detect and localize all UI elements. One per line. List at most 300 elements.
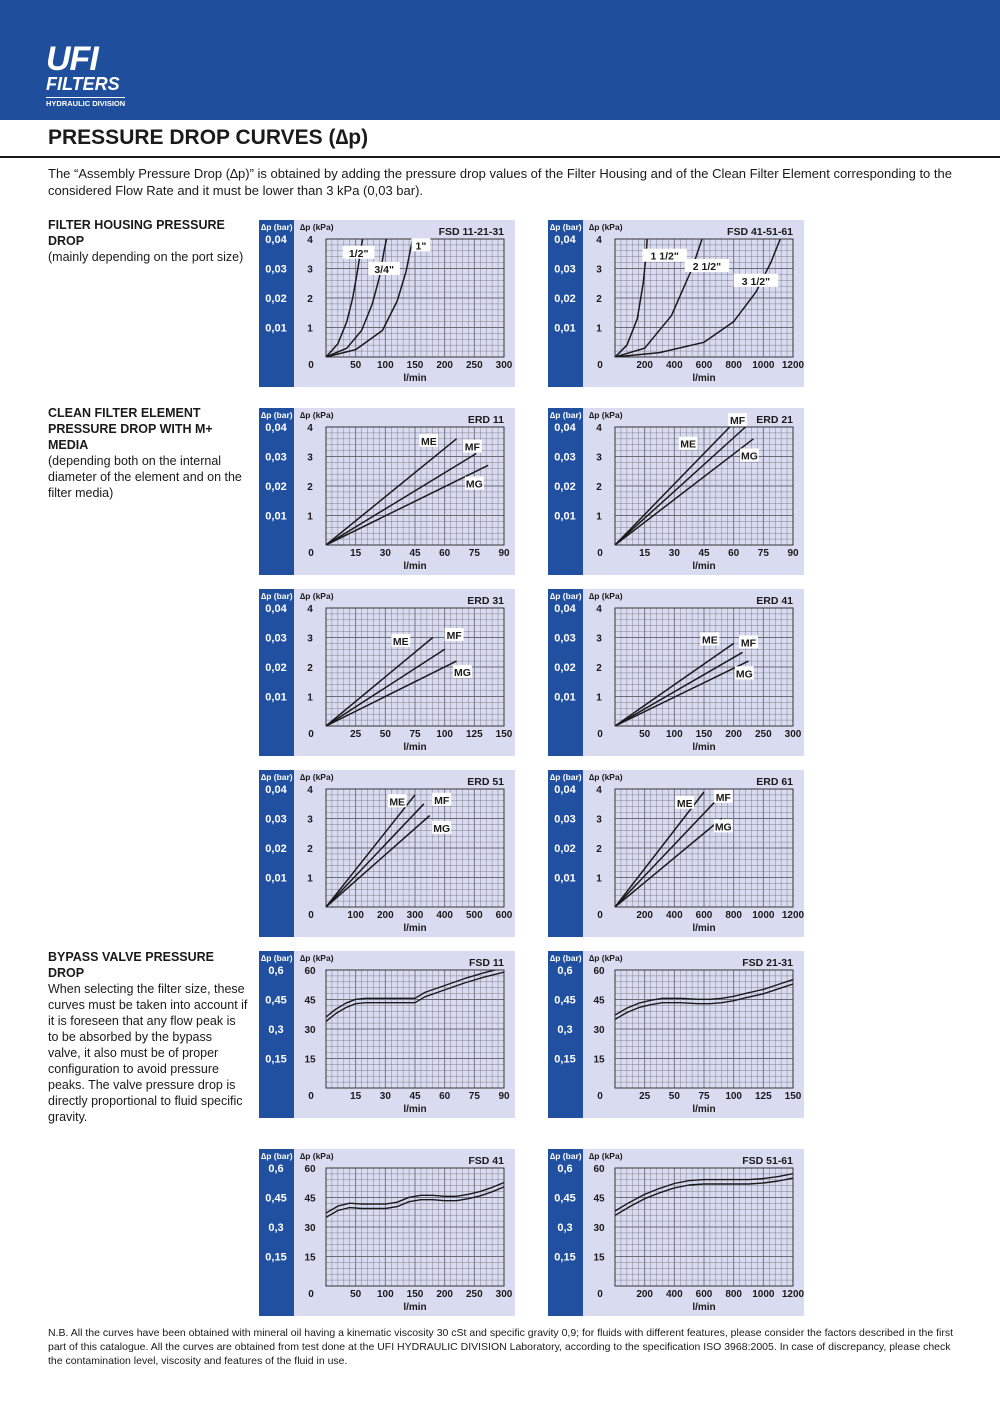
x-tick-label: 50: [350, 1289, 362, 1300]
series-label: MF: [464, 441, 480, 454]
y-tick-label-kpa: 30: [593, 1025, 605, 1036]
header-banner: [0, 0, 1000, 120]
bar-axis-label: ∆p (bar): [261, 410, 293, 420]
y-tick-label-bar: 0,45: [265, 1192, 287, 1205]
y-tick-label-kpa: 45: [593, 1193, 605, 1205]
x-tick-label: 200: [636, 910, 654, 921]
x-axis-label: l/min: [692, 742, 716, 753]
x-tick-label: 300: [406, 910, 424, 921]
y-tick-label-kpa: 4: [596, 604, 602, 615]
chart-fsd-41-51-61: [548, 220, 804, 387]
y-tick-label-kpa: 30: [304, 1223, 316, 1234]
chart-title: ERD 51: [467, 776, 504, 788]
bar-axis-label: ∆p (bar): [261, 222, 293, 232]
kpa-axis-label: ∆p (kPa): [300, 591, 334, 601]
x-tick-label: 150: [495, 729, 513, 740]
x-tick-label: 1000: [752, 910, 775, 921]
chart-svg: [259, 770, 515, 937]
chart-svg: [259, 1149, 515, 1316]
y-tick-label-kpa: 60: [593, 966, 605, 977]
x-tick-label: 50: [668, 1091, 680, 1102]
x-tick-label: 1000: [752, 1289, 775, 1300]
series-label: MG: [465, 478, 483, 491]
bar-axis-label: ∆p (bar): [550, 772, 582, 782]
x-tick-label: 125: [465, 729, 483, 740]
x-axis-label: l/min: [692, 373, 716, 384]
section-element: [48, 405, 248, 501]
y-tick-label-bar: 0,04: [265, 603, 287, 615]
chart-fsd-11: [259, 951, 515, 1118]
x-tick-label: 200: [436, 1289, 454, 1300]
x-tick-label: 600: [495, 910, 513, 921]
bar-axis-label: ∆p (bar): [550, 591, 582, 601]
y-tick-label-bar: 0,15: [554, 1053, 576, 1066]
y-tick-label-bar: 0,6: [557, 965, 573, 977]
bar-axis-label: ∆p (bar): [550, 953, 582, 963]
y-tick-label-kpa: 45: [304, 1193, 316, 1205]
x-tick-label: 75: [468, 548, 480, 559]
section-description: (mainly depending on the port size): [48, 250, 244, 264]
x-tick-label: 200: [636, 1289, 654, 1300]
x-tick-label: 30: [379, 1091, 391, 1102]
y-tick-label-kpa: 60: [304, 1164, 316, 1175]
y-tick-label-bar: 0,45: [554, 994, 576, 1007]
x-axis-label: l/min: [403, 561, 427, 572]
x-tick-label: 45: [409, 1091, 421, 1102]
y-tick-label-kpa: 4: [307, 423, 313, 434]
x-tick-label: 800: [725, 910, 743, 921]
series-label: MG: [714, 821, 732, 834]
y-tick-label-kpa: 1: [596, 873, 602, 885]
series-label: 1/2": [348, 247, 369, 260]
y-tick-label-bar: 0,3: [268, 1222, 284, 1234]
x-tick-label: 150: [406, 360, 424, 371]
y-tick-label-bar: 0,02: [554, 293, 576, 305]
x-tick-label: 0: [308, 1289, 314, 1300]
section-housing: [48, 217, 248, 265]
chart-svg: [548, 408, 804, 575]
x-tick-label: 25: [350, 729, 362, 740]
x-tick-label: 600: [695, 910, 713, 921]
series-label: 3 1/2": [741, 275, 771, 288]
series-label: ME: [420, 435, 437, 448]
series-label: 1 1/2": [650, 250, 679, 263]
x-tick-label: 50: [379, 729, 391, 740]
x-tick-label: 60: [439, 548, 451, 559]
y-tick-label-bar: 0,01: [554, 872, 576, 885]
x-tick-label: 90: [498, 1091, 510, 1102]
y-tick-label-kpa: 1: [596, 511, 602, 523]
series-label: 1": [415, 240, 427, 253]
y-tick-label-kpa: 45: [593, 995, 605, 1007]
chart-fsd-11-21-31: [259, 220, 515, 387]
x-tick-label: 400: [665, 1289, 683, 1300]
series-label: ME: [392, 635, 409, 648]
kpa-axis-label: ∆p (kPa): [589, 222, 623, 232]
x-tick-label: 300: [495, 360, 513, 371]
y-tick-label-bar: 0,45: [554, 1192, 576, 1205]
x-axis-label: l/min: [403, 1104, 427, 1115]
y-tick-label-bar: 0,04: [265, 784, 287, 796]
x-tick-label: 150: [784, 1091, 802, 1102]
grid: [615, 789, 793, 907]
chart-title: FSD 41-51-61: [727, 226, 793, 238]
x-tick-label: 75: [468, 1091, 480, 1102]
page-title: PRESSURE DROP CURVES (∆p): [48, 126, 369, 149]
x-tick-label: 250: [465, 1289, 483, 1300]
grid: [615, 239, 793, 357]
bar-axis-label: ∆p (bar): [261, 591, 293, 601]
x-axis-label: l/min: [403, 923, 427, 934]
section-description: When selecting the filter size, these curves must be taken into account if it is foreseen that any flow peak is to be absorbed by the bypass valve, it also must be of proper configuration to avoid pressure peaks. The valve pressure drop is directly proportional to fluid specific gravity.: [48, 982, 248, 1124]
chart-svg: [548, 589, 804, 756]
y-tick-label-kpa: 2: [596, 294, 602, 305]
grid: [326, 1168, 504, 1286]
x-tick-label: 50: [639, 729, 651, 740]
series-label: 2 1/2": [692, 261, 722, 274]
series-label: MG: [735, 668, 753, 681]
chart-svg: [259, 220, 515, 387]
y-tick-label-bar: 0,01: [265, 691, 287, 704]
x-tick-label: 0: [308, 360, 314, 371]
y-tick-label-bar: 0,03: [554, 632, 576, 645]
y-tick-label-kpa: 3: [307, 633, 313, 645]
y-tick-label-kpa: 60: [304, 966, 316, 977]
x-tick-label: 100: [376, 1289, 394, 1300]
bar-axis-label: ∆p (bar): [550, 1151, 582, 1161]
x-tick-label: 45: [698, 548, 710, 559]
x-tick-label: 1200: [781, 910, 804, 921]
series-label: ME: [680, 438, 697, 451]
y-tick-label-kpa: 4: [596, 423, 602, 434]
y-tick-label-kpa: 15: [593, 1252, 605, 1264]
series-label: MG: [454, 666, 471, 679]
y-tick-label-bar: 0,01: [554, 510, 576, 523]
grid: [326, 789, 504, 907]
x-tick-label: 30: [379, 548, 391, 559]
chart-title: ERD 41: [756, 595, 793, 607]
y-tick-label-kpa: 3: [307, 814, 313, 826]
y-tick-label-bar: 0,02: [554, 843, 576, 855]
chart-title: FSD 41: [468, 1155, 504, 1167]
x-tick-label: 90: [498, 548, 510, 559]
footnote: N.B. All the curves have been obtained with mineral oil having a kinematic viscosity 30 cSt and specific gravity 0,9; for fluids with different features, please consider the factors described in the first part of this catalogue. All the curves are obtained from test done at the UFI HYDRAULIC DIVISION Laboratory, according to the specification ISO 3968:2005. In case of discrepancy, please check the contamination level, viscosity and features of the fluid in use.: [48, 1327, 954, 1367]
kpa-axis-label: ∆p (kPa): [300, 222, 334, 232]
series-label: ME: [676, 797, 693, 810]
chart-svg: [548, 770, 804, 937]
chart-svg: [259, 589, 515, 756]
chart-fsd-51-61: [548, 1149, 804, 1316]
x-tick-label: 400: [665, 910, 683, 921]
kpa-axis-label: ∆p (kPa): [589, 953, 623, 963]
y-tick-label-kpa: 60: [593, 1164, 605, 1175]
x-tick-label: 0: [308, 1091, 314, 1102]
y-tick-label-bar: 0,6: [268, 1163, 284, 1175]
y-tick-label-kpa: 15: [304, 1252, 316, 1264]
x-tick-label: 1200: [781, 1289, 804, 1300]
y-tick-label-bar: 0,02: [265, 293, 287, 305]
x-axis-label: l/min: [692, 561, 716, 572]
kpa-axis-label: ∆p (kPa): [589, 410, 623, 420]
y-tick-label-bar: 0,15: [554, 1251, 576, 1264]
y-tick-label-kpa: 1: [307, 873, 313, 885]
chart-erd-41: [548, 589, 804, 756]
bar-axis-label: ∆p (bar): [550, 222, 582, 232]
chart-erd-31: [259, 589, 515, 756]
bar-axis-label: ∆p (bar): [261, 1151, 293, 1161]
chart-title: FSD 11-21-31: [438, 226, 504, 238]
series-label: MG: [741, 450, 758, 463]
chart-title: ERD 11: [467, 414, 504, 426]
x-tick-label: 60: [439, 1091, 451, 1102]
x-tick-label: 1200: [781, 360, 804, 371]
y-tick-label-kpa: 2: [596, 663, 602, 674]
y-tick-label-kpa: 2: [307, 844, 313, 855]
series-label: MF: [740, 637, 757, 650]
section-description: (depending both on the internal diameter of the element and on the filter media): [48, 454, 242, 500]
y-tick-label-kpa: 30: [593, 1223, 605, 1234]
x-tick-label: 300: [495, 1289, 513, 1300]
logo-main-text: UFI: [46, 40, 98, 78]
y-tick-label-kpa: 15: [304, 1054, 316, 1066]
x-tick-label: 75: [757, 548, 769, 559]
x-tick-label: 0: [597, 548, 603, 559]
y-tick-label-bar: 0,3: [268, 1024, 284, 1036]
y-tick-label-bar: 0,04: [554, 234, 576, 246]
logo-division-text: HYDRAULIC DIVISION: [46, 99, 126, 108]
x-axis-label: l/min: [403, 1302, 427, 1313]
x-tick-label: 50: [350, 360, 362, 371]
y-tick-label-bar: 0,03: [265, 632, 287, 645]
grid: [615, 427, 793, 545]
series-label: ME: [702, 634, 718, 647]
x-tick-label: 400: [436, 910, 454, 921]
x-axis-label: l/min: [403, 373, 427, 384]
y-tick-label-bar: 0,04: [554, 603, 576, 615]
y-tick-label-kpa: 3: [307, 452, 313, 464]
x-axis-label: l/min: [692, 923, 716, 934]
y-tick-label-kpa: 4: [307, 604, 313, 615]
x-tick-label: 125: [754, 1091, 772, 1102]
y-tick-label-bar: 0,15: [265, 1251, 287, 1264]
x-tick-label: 500: [465, 910, 483, 921]
series-label: MF: [434, 794, 450, 807]
chart-title: FSD 51-61: [742, 1155, 793, 1167]
x-tick-label: 15: [350, 548, 362, 559]
x-tick-label: 30: [668, 548, 680, 559]
x-tick-label: 200: [725, 729, 743, 740]
y-tick-label-bar: 0,04: [554, 784, 576, 796]
series-label: 3/4": [374, 263, 394, 276]
x-tick-label: 0: [308, 548, 314, 559]
section-heading: FILTER HOUSING PRESSURE DROP: [48, 218, 225, 248]
ufi-filters-logo: [46, 42, 132, 112]
series-label: ME: [389, 796, 406, 809]
y-tick-label-kpa: 3: [596, 814, 602, 826]
y-tick-label-kpa: 4: [596, 785, 602, 796]
chart-fsd-41: [259, 1149, 515, 1316]
y-tick-label-bar: 0,01: [554, 691, 576, 704]
x-tick-label: 0: [597, 729, 603, 740]
x-tick-label: 250: [754, 729, 772, 740]
y-tick-label-bar: 0,02: [554, 662, 576, 674]
x-tick-label: 75: [409, 729, 421, 740]
y-tick-label-bar: 0,6: [268, 965, 284, 977]
chart-title: FSD 11: [468, 957, 504, 969]
y-tick-label-kpa: 1: [307, 323, 313, 335]
y-tick-label-bar: 0,03: [554, 813, 576, 826]
bar-axis-label: ∆p (bar): [261, 772, 293, 782]
y-tick-label-bar: 0,03: [265, 813, 287, 826]
y-tick-label-kpa: 1: [307, 692, 313, 704]
y-tick-label-bar: 0,6: [557, 1163, 573, 1175]
y-tick-label-bar: 0,03: [265, 263, 287, 276]
x-tick-label: 0: [308, 729, 314, 740]
y-tick-label-kpa: 4: [596, 235, 602, 246]
y-tick-label-bar: 0,02: [554, 481, 576, 493]
x-tick-label: 100: [665, 729, 683, 740]
y-tick-label-bar: 0,04: [265, 234, 287, 246]
kpa-axis-label: ∆p (kPa): [300, 772, 334, 782]
y-tick-label-kpa: 2: [307, 482, 313, 493]
y-tick-label-kpa: 3: [596, 452, 602, 464]
x-tick-label: 0: [597, 1289, 603, 1300]
grid: [326, 970, 504, 1088]
x-axis-label: l/min: [403, 742, 427, 753]
y-tick-label-bar: 0,03: [554, 451, 576, 464]
chart-fsd-21-31: [548, 951, 804, 1118]
x-tick-label: 600: [695, 1289, 713, 1300]
chart-erd-11: [259, 408, 515, 575]
x-tick-label: 100: [725, 1091, 743, 1102]
chart-svg: [259, 408, 515, 575]
series-label: MG: [433, 822, 451, 835]
bar-axis-label: ∆p (bar): [550, 410, 582, 420]
kpa-axis-label: ∆p (kPa): [300, 1151, 334, 1161]
x-tick-label: 75: [698, 1091, 710, 1102]
grid: [615, 1168, 793, 1286]
y-tick-label-kpa: 1: [596, 323, 602, 335]
x-tick-label: 15: [639, 548, 651, 559]
chart-svg: [548, 951, 804, 1118]
y-tick-label-kpa: 1: [596, 692, 602, 704]
chart-svg: [548, 1149, 804, 1316]
chart-svg: [548, 220, 804, 387]
x-tick-label: 200: [376, 910, 394, 921]
y-tick-label-bar: 0,04: [265, 422, 287, 434]
y-tick-label-bar: 0,03: [265, 451, 287, 464]
y-tick-label-bar: 0,01: [554, 322, 576, 335]
y-tick-label-kpa: 3: [307, 264, 313, 276]
x-tick-label: 45: [409, 548, 421, 559]
y-tick-label-kpa: 2: [307, 663, 313, 674]
x-tick-label: 0: [597, 910, 603, 921]
y-tick-label-bar: 0,3: [557, 1024, 573, 1036]
chart-title: ERD 31: [467, 595, 504, 607]
y-tick-label-bar: 0,04: [554, 422, 576, 434]
y-tick-label-bar: 0,45: [265, 994, 287, 1007]
x-axis-label: l/min: [692, 1104, 716, 1115]
y-tick-label-bar: 0,02: [265, 843, 287, 855]
x-axis-label: l/min: [692, 1302, 716, 1313]
x-tick-label: 200: [636, 360, 654, 371]
logo-sub-text: FILTERS: [46, 74, 120, 94]
y-tick-label-kpa: 4: [307, 785, 313, 796]
x-tick-label: 25: [639, 1091, 651, 1102]
x-tick-label: 800: [725, 1289, 743, 1300]
y-tick-label-kpa: 1: [307, 511, 313, 523]
y-tick-label-bar: 0,01: [265, 872, 287, 885]
x-tick-label: 0: [597, 360, 603, 371]
x-tick-label: 100: [347, 910, 365, 921]
intro-text: The “Assembly Pressure Drop (∆p)” is obtained by adding the pressure drop values of the Filter Housing and of the Clean Filter Element corresponding to the considered Flow Rate and it must be lower than 3 kPa (0,03 bar).: [48, 166, 952, 198]
y-tick-label-bar: 0,15: [265, 1053, 287, 1066]
y-tick-label-bar: 0,02: [265, 481, 287, 493]
kpa-axis-label: ∆p (kPa): [589, 1151, 623, 1161]
x-tick-label: 15: [350, 1091, 362, 1102]
chart-erd-51: [259, 770, 515, 937]
x-tick-label: 600: [695, 360, 713, 371]
section-bypass: [48, 949, 248, 1125]
chart-title: FSD 21-31: [742, 957, 793, 969]
series-label: MF: [715, 791, 731, 804]
x-tick-label: 0: [308, 910, 314, 921]
y-tick-label-kpa: 2: [596, 482, 602, 493]
y-tick-label-kpa: 15: [593, 1054, 605, 1066]
y-tick-label-kpa: 2: [307, 294, 313, 305]
x-tick-label: 100: [376, 360, 394, 371]
chart-title: ERD 61: [756, 776, 793, 788]
kpa-axis-label: ∆p (kPa): [589, 591, 623, 601]
x-tick-label: 1000: [752, 360, 775, 371]
y-tick-label-bar: 0,3: [557, 1222, 573, 1234]
x-tick-label: 250: [465, 360, 483, 371]
x-tick-label: 90: [787, 548, 799, 559]
x-tick-label: 400: [665, 360, 683, 371]
chart-svg: [259, 951, 515, 1118]
x-tick-label: 800: [725, 360, 743, 371]
chart-erd-61: [548, 770, 804, 937]
kpa-axis-label: ∆p (kPa): [589, 772, 623, 782]
x-tick-label: 200: [436, 360, 454, 371]
series-label: MF: [730, 415, 746, 428]
kpa-axis-label: ∆p (kPa): [300, 410, 334, 420]
y-tick-label-kpa: 3: [596, 633, 602, 645]
section-heading: BYPASS VALVE PRESSURE DROP: [48, 950, 215, 980]
x-tick-label: 60: [728, 548, 740, 559]
y-tick-label-bar: 0,01: [265, 322, 287, 335]
series-label: MF: [446, 630, 462, 643]
bar-axis-label: ∆p (bar): [261, 953, 293, 963]
x-tick-label: 150: [695, 729, 713, 740]
section-heading: CLEAN FILTER ELEMENT PRESSURE DROP WITH M+ MEDIA: [48, 406, 213, 452]
y-tick-label-kpa: 45: [304, 995, 316, 1007]
y-tick-label-bar: 0,01: [265, 510, 287, 523]
y-tick-label-bar: 0,02: [265, 662, 287, 674]
x-tick-label: 150: [406, 1289, 424, 1300]
chart-erd-21: [548, 408, 804, 575]
title-divider: [0, 156, 1000, 158]
y-tick-label-kpa: 30: [304, 1025, 316, 1036]
y-tick-label-kpa: 4: [307, 235, 313, 246]
y-tick-label-bar: 0,03: [554, 263, 576, 276]
chart-title: ERD 21: [756, 414, 793, 426]
y-tick-label-kpa: 3: [596, 264, 602, 276]
x-tick-label: 300: [784, 729, 802, 740]
x-tick-label: 0: [597, 1091, 603, 1102]
kpa-axis-label: ∆p (kPa): [300, 953, 334, 963]
x-tick-label: 100: [436, 729, 454, 740]
